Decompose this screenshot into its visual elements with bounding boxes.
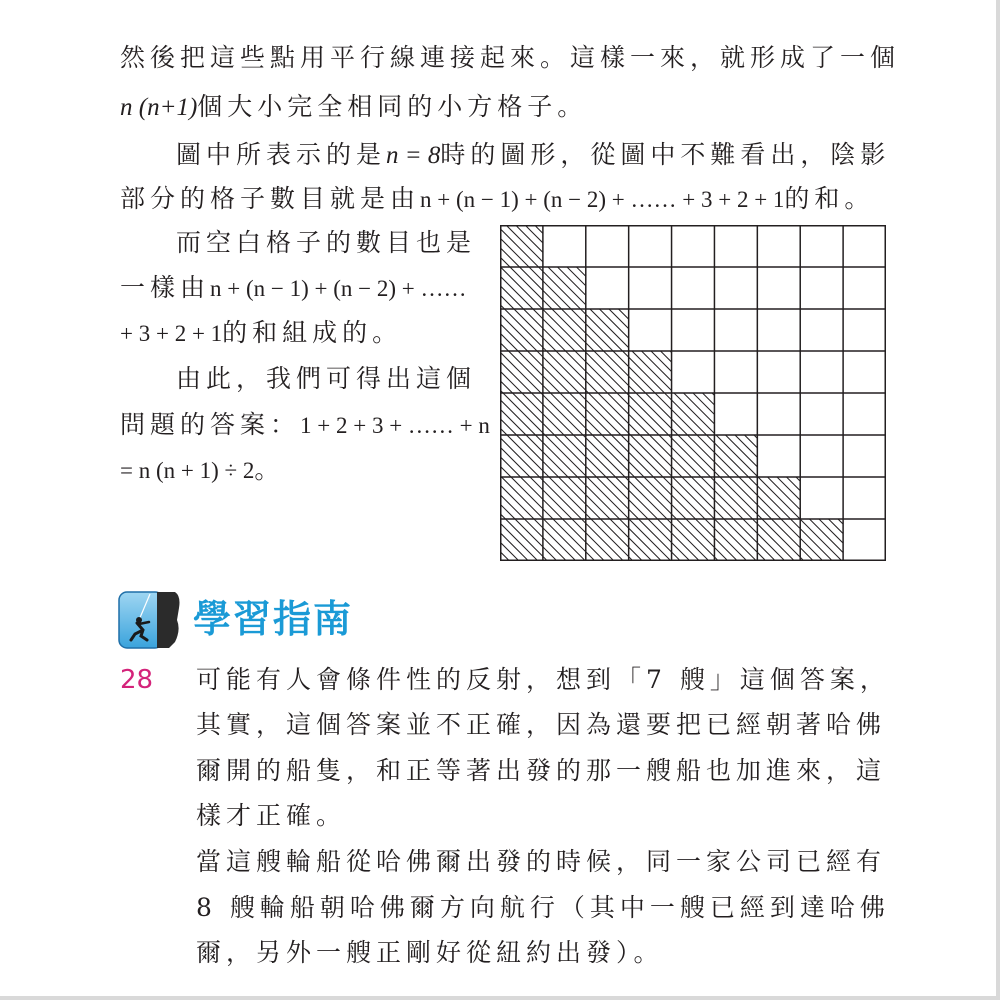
item-p1-text-2: 其實，這個答案並不正確，因為還要把已經朝著哈佛 (196, 710, 887, 739)
para4-line-2 (120, 410, 490, 441)
item-p2-line-2 (196, 893, 890, 923)
item-p2-text-3: 爾，另外一艘正剛好從紐約出發）。 (196, 938, 664, 967)
intro-text-2: 個大小完全相同的小方格子。 (197, 92, 588, 121)
item-p1-line-4 (196, 801, 346, 831)
para2-text-1b: 時的圖形，從圖中不難看出，陰影 (440, 140, 891, 169)
para4-line-1 (176, 364, 476, 394)
item-p1-text-3: 爾開的船隻，和正等著出發的那一艘船也加進來，這 (196, 756, 887, 785)
item-p1-text-1: 可能有人會條件性的反射，想到「7 艘」這個答案， (196, 665, 890, 694)
formula-result: = n (n + 1) ÷ 2 (120, 458, 255, 483)
item-p2-line-3 (196, 938, 664, 968)
item-p1-line-3 (196, 756, 886, 786)
learning-guide-title: 學習指南 (193, 597, 354, 641)
para3-line-3 (120, 318, 402, 349)
formula-1-to-n: 1 + 2 + 3 + …… + n (300, 413, 490, 438)
item-p2-text-2: 8 艘輪船朝哈佛爾方向航行（其中一艘已經到達哈佛 (196, 893, 890, 922)
item-p1-text-4: 樣才正確。 (196, 801, 347, 830)
para4-text-1: 由此，我們可得出這個 (176, 364, 477, 393)
item-p1-line-2 (196, 710, 886, 740)
formula-n-n-plus-1: n (n+1) (120, 94, 198, 121)
formula-plus-3-2-1: + 3 + 2 + 1 (120, 321, 223, 346)
intro-text-1: 然後把這些點用平行線連接起來。這樣一來，就形成了一個 (120, 43, 901, 72)
para2-text-2b: 的和。 (784, 184, 875, 213)
formula-sum-descending: n + (n − 1) + (n − 2) + …… + 3 + 2 + 1 (420, 187, 785, 212)
item-p2-line-1 (196, 847, 886, 877)
formula-partial-sum: n + (n − 1) + (n − 2) + …… (210, 276, 467, 301)
intro-line-1 (120, 43, 900, 73)
climber-icon (117, 590, 183, 650)
para4-text-2a: 問題的答案： (120, 410, 301, 439)
para2-line-1 (176, 140, 890, 171)
formula-n-equals-8: n = 8 (386, 142, 441, 169)
para3-text-2a: 一樣由 (120, 273, 211, 302)
item-number: 28 (120, 665, 154, 695)
para2-line-2 (120, 184, 874, 215)
para3-line-1 (176, 228, 476, 258)
para2-text-1a: 圖中所表示的是 (176, 140, 387, 169)
grid-lines (500, 225, 886, 561)
para2-text-2a: 部分的格子數目就是由 (120, 184, 421, 213)
para3-text-3b: 的和組成的。 (222, 318, 403, 347)
para3-line-2 (120, 273, 467, 304)
intro-line-2 (120, 92, 587, 123)
staircase-grid-figure (500, 225, 886, 561)
para3-text-1: 而空白格子的數目也是 (176, 228, 477, 257)
item-p1-line-1 (196, 665, 890, 695)
para4-text-3b: 。 (254, 455, 285, 484)
item-p2-text-1: 當這艘輪船從哈佛爾出發的時候，同一家公司已經有 (196, 847, 887, 876)
para4-line-3 (120, 455, 284, 486)
